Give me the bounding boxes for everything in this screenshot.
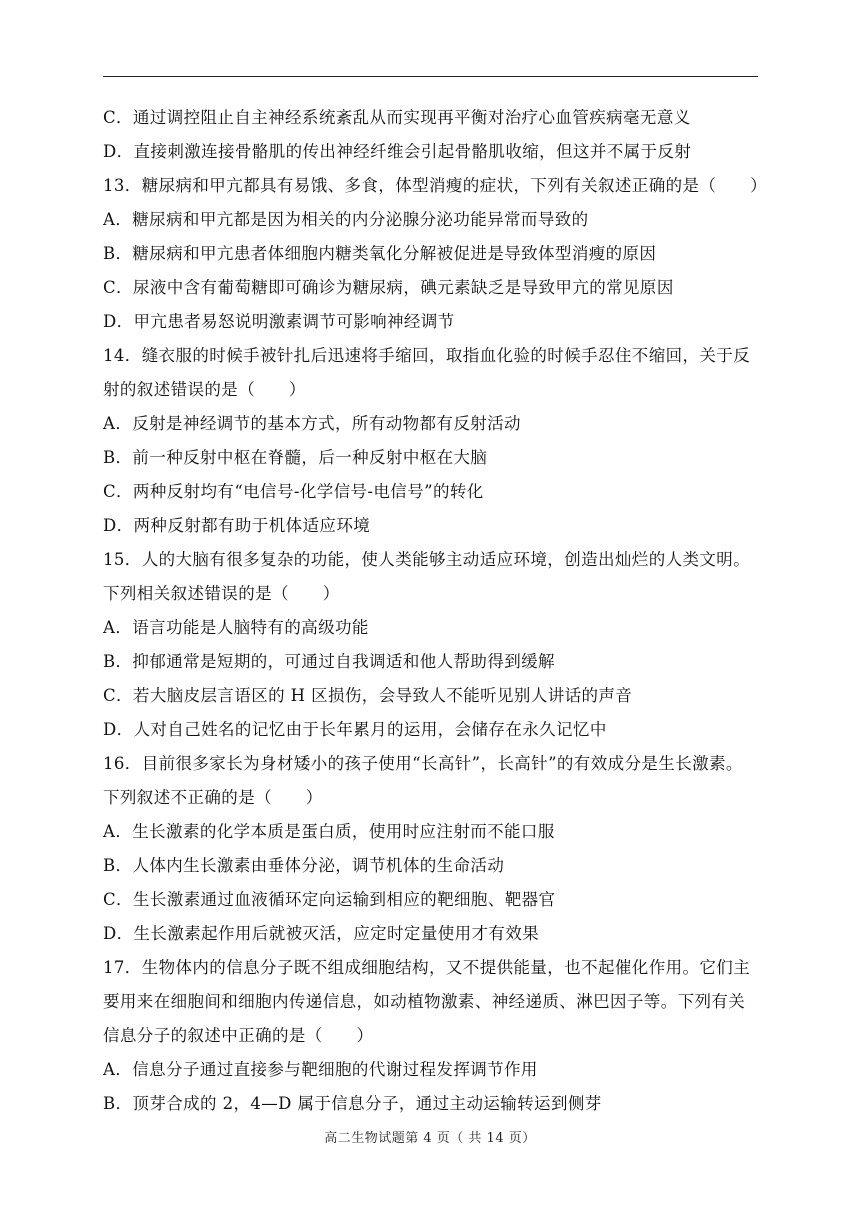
text-line: 13．糖尿病和甲亢都具有易饿、多食，体型消瘦的症状，下列有关叙述正确的是（ ） — [103, 176, 767, 195]
header-rule — [103, 76, 758, 77]
text-line: 下列叙述不正确的是（ ） — [103, 788, 323, 807]
text-line: C．生长激素通过血液循环定向运输到相应的靶细胞、靶器官 — [103, 890, 556, 909]
text-line: 要用来在细胞间和细胞内传递信息，如动植物激素、神经递质、淋巴因子等。下列有关 — [103, 992, 746, 1011]
text-line: C．通过调控阻止自主神经系统紊乱从而实现再平衡对治疗心血管疾病毫无意义 — [103, 108, 691, 127]
text-line: A．信息分子通过直接参与靶细胞的代谢过程发挥调节作用 — [103, 1060, 538, 1079]
text-line: A．语言功能是人脑特有的高级功能 — [103, 618, 369, 637]
text-line: C．尿液中含有葡萄糖即可确诊为糖尿病，碘元素缺乏是导致甲亢的常见原因 — [103, 278, 674, 297]
text-line: 14．缝衣服的时候手被针扎后迅速将手缩回，取指血化验的时候手忍住不缩回，关于反 — [103, 346, 751, 365]
text-line: A．生长激素的化学本质是蛋白质，使用时应注射而不能口服 — [103, 822, 555, 841]
text-line: C．两种反射均有“电信号-化学信号-电信号”的转化 — [103, 482, 484, 501]
question-text — [103, 101, 767, 1121]
text-line: D．生长激素起作用后就被灭活，应定时定量使用才有效果 — [103, 924, 540, 943]
text-line: D．两种反射都有助于机体适应环境 — [103, 516, 371, 535]
text-line: B．糖尿病和甲亢患者体细胞内糖类氧化分解被促进是导致体型消瘦的原因 — [103, 244, 657, 263]
text-line: 射的叙述错误的是（ ） — [103, 380, 306, 399]
text-line: 17．生物体内的信息分子既不组成细胞结构，又不提供能量，也不起催化作用。它们主 — [103, 958, 751, 977]
text-line: B．前一种反射中枢在脊髓，后一种反射中枢在大脑 — [103, 448, 488, 467]
text-line: D．甲亢患者易怒说明激素调节可影响神经调节 — [103, 312, 455, 331]
text-line: A．反射是神经调节的基本方式，所有动物都有反射活动 — [103, 414, 521, 433]
text-line: D．人对自己姓名的记忆由于长年累月的运用，会储存在永久记忆中 — [103, 720, 607, 739]
text-line: D．直接刺激连接骨骼肌的传出神经纤维会引起骨骼肌收缩，但这并不属于反射 — [103, 142, 692, 161]
text-line: 16．目前很多家长为身材矮小的孩子使用“长高针”，长高针”的有效成分是生长激素。 — [103, 754, 743, 773]
text-line: A．糖尿病和甲亢都是因为相关的内分泌腺分泌功能异常而导致的 — [103, 210, 589, 229]
text-line: 信息分子的叙述中正确的是（ ） — [103, 1026, 374, 1045]
text-line: 下列相关叙述错误的是（ ） — [103, 584, 340, 603]
page-footer: 高二生物试题第 4 页（ 共 14 页） — [324, 1131, 536, 1146]
text-line: C．若大脑皮层言语区的 H 区损伤，会导致人不能听见别人讲话的声音 — [103, 686, 633, 705]
text-line: B．顶芽合成的 2，4—D 属于信息分子，通过主动运输转运到侧芽 — [103, 1094, 602, 1113]
text-line: B．人体内生长激素由垂体分泌，调节机体的生命活动 — [103, 856, 505, 875]
text-line: 15．人的大脑有很多复杂的功能，使人类能够主动适应环境，创造出灿烂的人类文明。 — [103, 550, 751, 569]
text-line: B．抑郁通常是短期的，可通过自我调适和他人帮助得到缓解 — [103, 652, 555, 671]
